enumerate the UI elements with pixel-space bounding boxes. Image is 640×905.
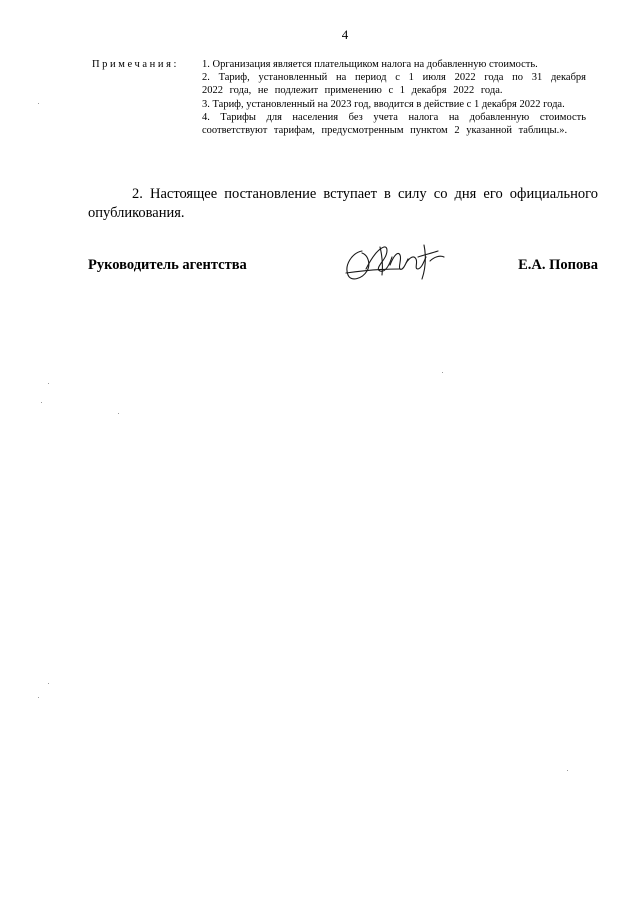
handwritten-signature bbox=[340, 235, 450, 285]
notes-list bbox=[202, 58, 586, 137]
note-item-3: 3. Тариф, установленный на 2023 год, вводится в действие с 1 декабря 2022 года. bbox=[202, 98, 565, 110]
page-number: 4 bbox=[341, 27, 349, 42]
note-item-1: 1. Организация является плательщиком налога на добавленную стоимость. bbox=[202, 59, 538, 70]
signer-position: Руководитель агентства bbox=[88, 257, 247, 273]
note-item-4: 4. Тарифы для населения без учета налога на добавленную стоимость соответствуют тарифам, предусмотренным пунктом 2 указанной таблицы.». bbox=[202, 111, 586, 137]
scan-speck bbox=[442, 372, 443, 373]
scan-speck bbox=[567, 770, 568, 771]
notes-label: Примечания: bbox=[92, 59, 180, 70]
signature-block bbox=[88, 257, 598, 287]
scan-speck bbox=[41, 402, 42, 403]
scan-speck bbox=[48, 683, 49, 684]
signer-name: Е.А. Попова bbox=[518, 257, 598, 273]
note-item-2: 2. Тариф, установленный на период с 1 июля 2022 года по 31 декабря 2022 года, не подлежит применению с 1 декабря 2022 года. bbox=[202, 72, 586, 97]
scan-speck bbox=[38, 103, 39, 104]
scan-speck bbox=[38, 697, 39, 698]
effective-date-paragraph: 2. Настоящее постановление вступает в силу со дня его официального опубликования. bbox=[88, 186, 598, 221]
scan-speck bbox=[48, 383, 49, 384]
scan-speck bbox=[118, 413, 119, 414]
